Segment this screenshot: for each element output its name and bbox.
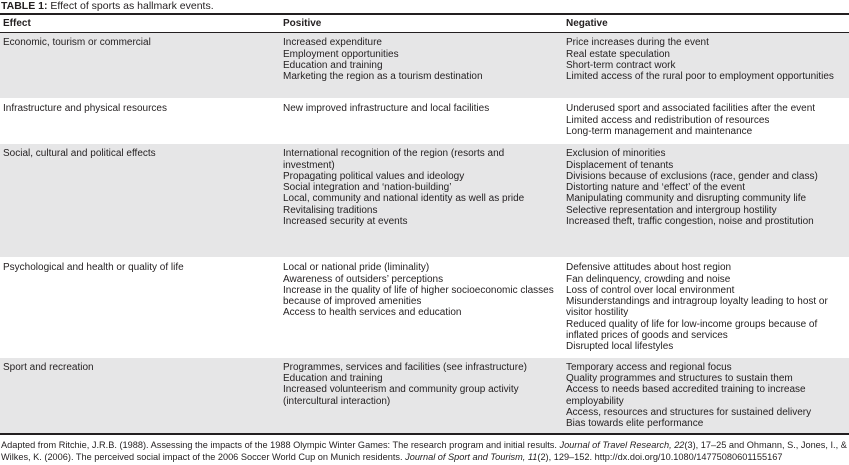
positive-item: Access to health services and education — [283, 307, 462, 319]
table-row — [0, 144, 849, 258]
negative-item: Price increases during the event — [566, 37, 709, 49]
negative-item: Misunderstandings and intragroup loyalty leading to host or visitor hostility — [566, 296, 828, 319]
column-header-positive: Positive — [283, 18, 322, 29]
table-row — [0, 33, 849, 99]
negative-cell — [563, 99, 849, 144]
table-caption — [1, 0, 214, 13]
positive-item: Education and training — [283, 372, 383, 384]
footnote-doi-link[interactable]: (2), 129–152. http://dx.doi.org/10.1080/14775080601155167 — [537, 451, 783, 462]
positive-item: New improved infrastructure and local facilities — [283, 103, 490, 115]
table-footnote — [1, 440, 847, 463]
negative-item: Long-term management and maintenance — [566, 125, 753, 137]
effect-cell: Economic, tourism or commercial — [3, 37, 151, 49]
negative-cell — [563, 144, 849, 258]
negative-item: Underused sport and associated facilities after the event — [566, 103, 816, 115]
negative-item: Bias towards elite performance — [566, 418, 704, 430]
column-header-negative: Negative — [566, 18, 608, 29]
table-row — [0, 99, 849, 144]
negative-item: Fan delinquency, crowding and noise — [566, 273, 731, 285]
negative-item: Reduced quality of life for low-income groups because of inflated prices of goods and services — [566, 318, 818, 342]
footnote-journal: Journal of Travel Research, 22 — [559, 440, 685, 450]
positive-item: Revitalising traditions — [283, 204, 378, 216]
positive-item: Awareness of outsiders’ perceptions — [283, 273, 444, 285]
negative-item: Real estate speculation — [566, 48, 670, 60]
positive-item: International recognition of the region (resorts and investment) — [283, 148, 505, 171]
footnote-text: (3), 17–25 and Ohmann, S., Jones, I., & Wilkes, K. (2006). The perceived social impact of the 2006 Soccer World Cup on Munich residents. — [1, 440, 847, 462]
positive-item: Local, community and national identity as well as pride — [283, 193, 525, 205]
positive-item: Increased expenditure — [283, 37, 382, 49]
negative-cell — [563, 258, 849, 357]
negative-item: Increased theft, traffic congestion, noise and prostitution — [566, 216, 814, 228]
negative-item: Quality programmes and structures to sustain them — [566, 372, 793, 384]
positive-item: Programmes, services and facilities (see infrastructure) — [283, 361, 527, 373]
negative-item: Selective representation and intergroup hostility — [566, 204, 777, 216]
table-row — [0, 258, 849, 357]
table-row — [0, 357, 849, 434]
effects-table — [0, 13, 849, 435]
positive-item: Social integration and ‘nation-building’ — [283, 182, 452, 194]
effect-cell: Social, cultural and political effects — [3, 148, 156, 160]
positive-cell — [280, 144, 563, 258]
footnote-text: Adapted from Ritchie, J.R.B. (1988). Assessing the impacts of the 1988 Olympic Winter Games: The research program and initial results. — [1, 440, 560, 450]
negative-item: Disrupted local lifestyles — [566, 341, 674, 353]
negative-item: Exclusion of minorities — [566, 148, 666, 160]
footnote-journal: Journal of Sport and Tourism, 11 — [405, 451, 538, 462]
positive-item: Education and training — [283, 59, 383, 71]
table-caption-text: Effect of sports as hallmark events. — [47, 0, 214, 12]
table-caption-label: TABLE 1: — [1, 0, 48, 12]
negative-item: Loss of control over local environment — [566, 284, 735, 296]
table-header-row — [0, 14, 849, 33]
negative-item: Short-term contract work — [566, 59, 676, 71]
positive-cell — [280, 258, 563, 357]
effect-cell: Infrastructure and physical resources — [3, 103, 167, 115]
negative-item: Manipulating community and disrupting community life — [566, 193, 807, 205]
positive-cell — [280, 33, 563, 99]
positive-item: Employment opportunities — [283, 48, 399, 60]
negative-item: Displacement of tenants — [566, 159, 674, 171]
positive-cell — [280, 99, 563, 144]
negative-item: Distorting nature and ‘effect’ of the event — [566, 182, 745, 194]
negative-item: Divisions because of exclusions (race, gender and class) — [566, 170, 818, 182]
positive-cell — [280, 357, 563, 434]
positive-item: Propagating political values and ideology — [283, 170, 465, 182]
negative-cell — [563, 33, 849, 99]
negative-item: Limited access and redistribution of resources — [566, 114, 770, 126]
effect-cell: Psychological and health or quality of life — [3, 262, 184, 274]
negative-item: Access, resources and structures for sustained delivery — [566, 406, 812, 418]
positive-item: Marketing the region as a tourism destination — [283, 71, 483, 83]
positive-item: Increase in the quality of life of higher socioeconomic classes because of improved amenities — [283, 284, 554, 308]
positive-item: Increased security at events — [283, 216, 408, 228]
effect-cell: Sport and recreation — [3, 361, 94, 373]
negative-cell — [563, 357, 849, 434]
negative-item: Temporary access and regional focus — [566, 361, 732, 373]
positive-item: Increased volunteerism and community group activity (intercultural interaction) — [283, 384, 519, 407]
negative-item: Defensive attitudes about host region — [566, 262, 732, 274]
negative-item: Limited access of the rural poor to employment opportunities — [566, 71, 834, 83]
negative-item: Access to needs based accredited training to increase employability — [566, 384, 806, 407]
column-header-effect: Effect — [3, 18, 31, 29]
positive-item: Local or national pride (liminality) — [283, 262, 430, 274]
